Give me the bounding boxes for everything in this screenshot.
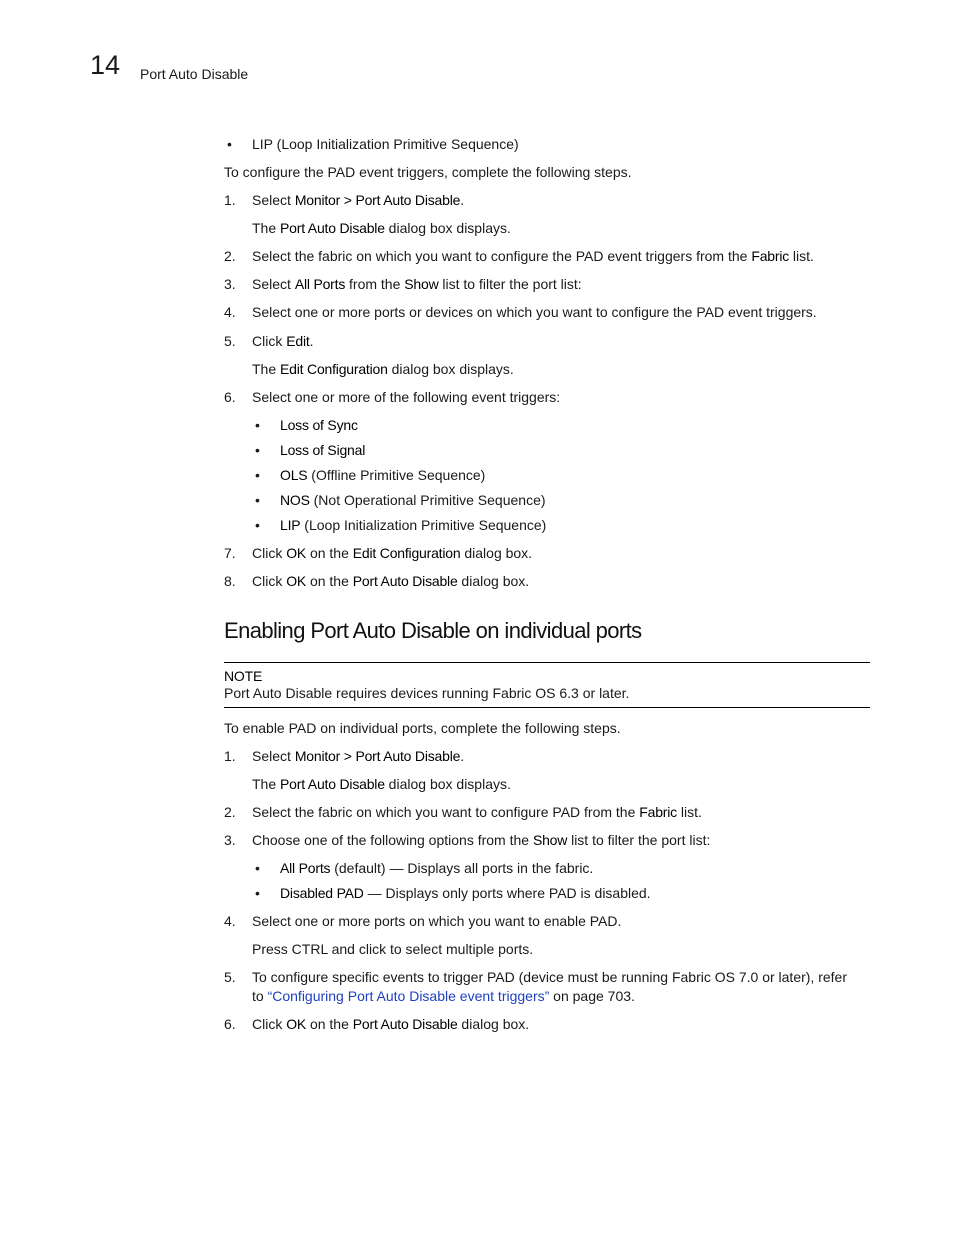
chapter-number: 14	[90, 50, 121, 80]
bullet-dot: •	[255, 467, 260, 483]
section-step-3: Choose one of the following options from the Show list to filter the port list:	[252, 832, 711, 848]
step-1: Select Monitor > Port Auto Disable.	[252, 192, 465, 208]
step-1-result: The Port Auto Disable dialog box displays.	[252, 220, 511, 236]
step-number: 4.	[224, 304, 236, 320]
step-number: 6.	[224, 389, 236, 405]
chapter-title: Port Auto Disable	[140, 66, 249, 82]
note-top-rule	[224, 662, 870, 663]
trigger-item: Loss of Signal	[280, 442, 366, 458]
section-step-1: Select Monitor > Port Auto Disable.	[252, 748, 465, 764]
note-label: NOTE	[224, 668, 263, 684]
section-step-2: Select the fabric on which you want to configure PAD from the Fabric list.	[252, 804, 702, 820]
section-intro: To enable PAD on individual ports, complete the following steps.	[224, 720, 621, 736]
intro-text: To configure the PAD event triggers, complete the following steps.	[224, 164, 632, 180]
bullet-dot: •	[255, 492, 260, 508]
note-bottom-rule	[224, 707, 870, 708]
bullet-dot: •	[255, 417, 260, 433]
step-2: Select the fabric on which you want to configure the PAD event triggers from the Fabric list.	[252, 248, 814, 264]
option-item: Disabled PAD — Displays only ports where PAD is disabled.	[280, 885, 651, 901]
step-6: Select one or more of the following event triggers:	[252, 389, 561, 405]
step-number: 5.	[224, 333, 236, 349]
section-step-6: Click OK on the Port Auto Disable dialog box.	[252, 1016, 530, 1032]
bullet-dot: •	[227, 136, 232, 152]
step-number: 4.	[224, 913, 236, 929]
step-number: 7.	[224, 545, 236, 561]
step-number: 2.	[224, 804, 236, 820]
cross-reference-link[interactable]: “Configuring Port Auto Disable event triggers”	[267, 988, 550, 1004]
step-number: 3.	[224, 276, 236, 292]
section-step-4: Select one or more ports on which you want to enable PAD.	[252, 913, 622, 929]
step-4: Select one or more ports or devices on which you want to configure the PAD event triggers.	[252, 304, 817, 320]
step-5-result: The Edit Configuration dialog box displays.	[252, 361, 514, 377]
step-number: 1.	[224, 192, 236, 208]
option-item: All Ports (default) — Displays all ports in the fabric.	[280, 860, 594, 876]
step-number: 5.	[224, 969, 236, 985]
step-number: 1.	[224, 748, 236, 764]
step-number: 3.	[224, 832, 236, 848]
step-5: Click Edit.	[252, 333, 314, 349]
trigger-item: NOS (Not Operational Primitive Sequence)	[280, 492, 546, 508]
step-number: 6.	[224, 1016, 236, 1032]
step-number: 2.	[224, 248, 236, 264]
trigger-item: Loss of Sync	[280, 417, 358, 433]
step-8: Click OK on the Port Auto Disable dialog box.	[252, 573, 530, 589]
section-step-5-line1: To configure specific events to trigger PAD (device must be running Fabric OS 7.0 or later), refer	[252, 969, 847, 985]
step-7: Click OK on the Edit Configuration dialog box.	[252, 545, 533, 561]
step-3: Select All Ports from the Show list to filter the port list:	[252, 276, 582, 292]
section-step-5-line2: to “Configuring Port Auto Disable event triggers” on page 703.	[252, 988, 635, 1004]
section-heading: Enabling Port Auto Disable on individual ports	[224, 618, 642, 643]
step-number: 8.	[224, 573, 236, 589]
top-bullet-text: LIP (Loop Initialization Primitive Sequence)	[252, 136, 519, 152]
note-text: Port Auto Disable requires devices running Fabric OS 6.3 or later.	[224, 685, 630, 701]
bullet-dot: •	[255, 517, 260, 533]
trigger-item: OLS (Offline Primitive Sequence)	[280, 467, 486, 483]
section-step-4-note: Press CTRL and click to select multiple ports.	[252, 941, 534, 957]
bullet-dot: •	[255, 885, 260, 901]
bullet-dot: •	[255, 860, 260, 876]
section-step-1-result: The Port Auto Disable dialog box displays.	[252, 776, 511, 792]
trigger-item: LIP (Loop Initialization Primitive Sequence)	[280, 517, 547, 533]
bullet-dot: •	[255, 442, 260, 458]
